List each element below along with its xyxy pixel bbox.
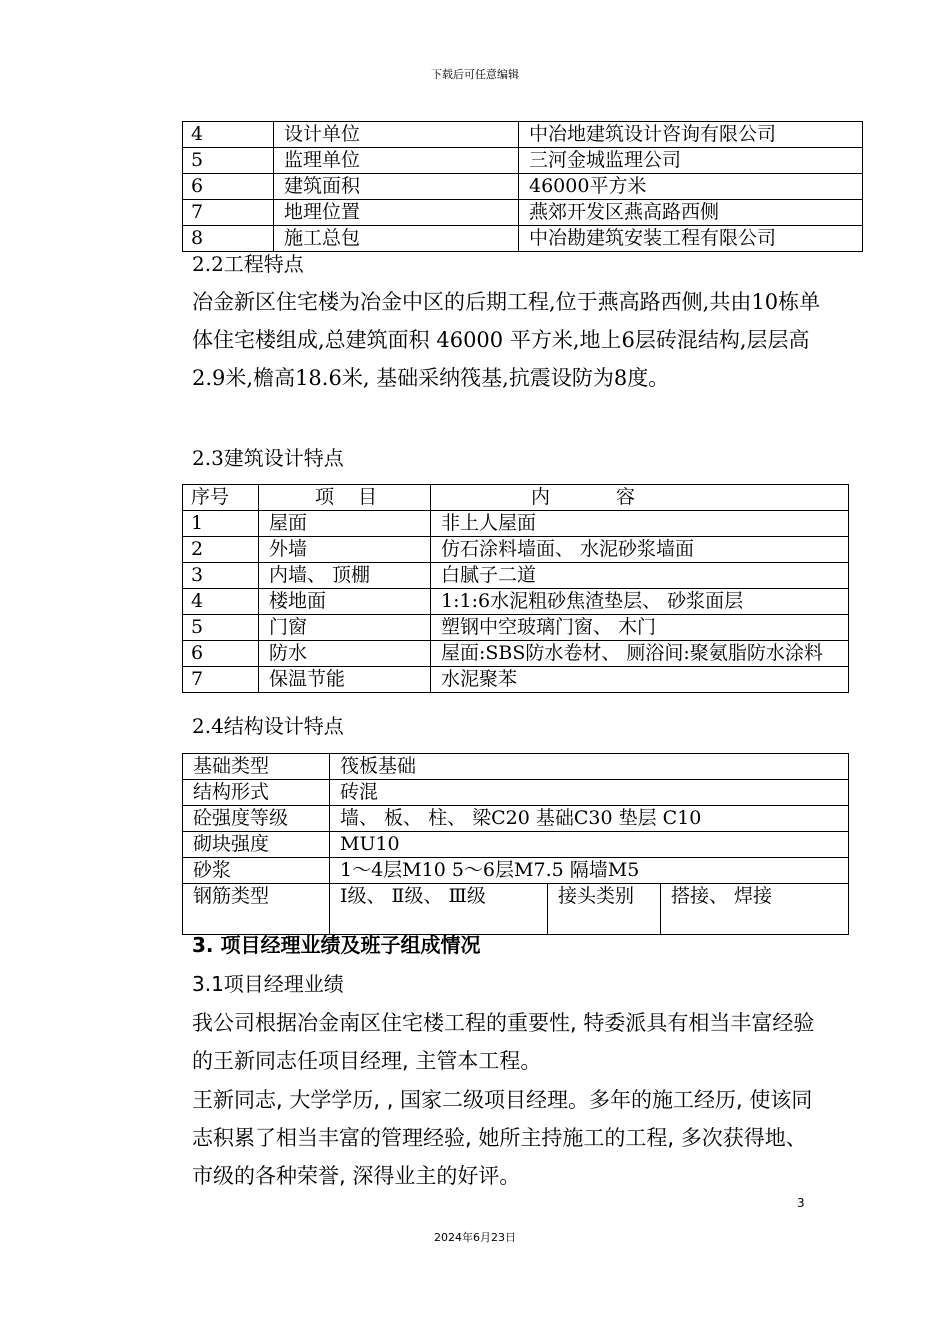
table-cell: 8 [183,226,274,252]
table-cell: 屋面 [259,511,431,537]
table-cell: 5 [183,615,259,641]
table-row [183,667,849,693]
table-cell: 砖混 [330,780,849,806]
table-cell: 水泥聚苯 [431,667,849,693]
table-row [183,780,849,806]
page-header: 下载后可任意编辑 [431,68,519,81]
table-row [183,226,863,252]
table-cell: 监理单位 [274,148,519,174]
table-cell: 三河金城监理公司 [519,148,863,174]
table-cell: 1～4层M10 5～6层M7.5 隔墙M5 [330,858,849,884]
section-heading-2-4: 2.4结构设计特点 [192,714,344,738]
table-cell: 非上人屋面 [431,511,849,537]
table-cell: 砂浆 [183,858,330,884]
table-row [183,832,849,858]
table-cell: 防水 [259,641,431,667]
table-cell: 外墙 [259,537,431,563]
table-row [183,148,863,174]
table-cell: 建筑面积 [274,174,519,200]
table-cell: 仿石涂料墙面、 水泥砂浆墙面 [431,537,849,563]
table-cell: 设计单位 [274,122,519,148]
section-heading-3-1: 3.1项目经理业绩 [192,972,344,996]
paragraph-project-features: 冶金新区住宅楼为冶金中区的后期工程,位于燕高路西侧,共由10栋单体住宅楼组成,总建筑面积 46000 平方米,地上6层砖混结构,层层高2.9米,檐高18.6米, 基础采纳筏基,抗震设防为8度。 [192,290,821,390]
table-cell: 墙、 板、 柱、 梁C20 基础C30 垫层 C10 [330,806,849,832]
table-header-cell: 内 容 [431,485,849,511]
section-heading-2-2: 2.2工程特点 [192,252,304,276]
page-number: 3 [797,1196,805,1210]
table-cell: 接头类别 [548,884,661,935]
table-cell: 地理位置 [274,200,519,226]
table-row [183,200,863,226]
table-row [183,511,849,537]
project-info-table [182,121,863,252]
table-cell: 46000平方米 [519,174,863,200]
table-cell: 6 [183,641,259,667]
table-cell: 砼强度等级 [183,806,330,832]
table-cell: 筏板基础 [330,754,849,780]
table-cell: 7 [183,200,274,226]
table-cell: 1:1:6水泥粗砂焦渣垫层、 砂浆面层 [431,589,849,615]
table-row [183,589,849,615]
paragraph-manager-profile: 王新同志, 大学学历, , 国家二级项目经理。多年的施工经历, 使该同志积累了相当丰富的管理经验, 她所主持施工的工程, 多次获得地、 市级的各种荣誉, 深得业主的好评。 [192,1088,813,1188]
table-cell: 5 [183,148,274,174]
section-heading-2-3: 2.3建筑设计特点 [192,446,344,470]
section-heading-3: 3. 项目经理业绩及班子组成情况 [192,933,481,957]
table-cell: 钢筋类型 [183,884,330,935]
table-row [183,858,849,884]
table-cell: 中冶勘建筑安装工程有限公司 [519,226,863,252]
table-row [183,806,849,832]
table-cell: 4 [183,122,274,148]
table-cell: 搭接、 焊接 [661,884,849,935]
structure-design-table [182,753,849,935]
table-row [183,122,863,148]
table-cell: 1 [183,511,259,537]
table-cell: 2 [183,537,259,563]
table-cell: MU10 [330,832,849,858]
table-cell: 保温节能 [259,667,431,693]
table-cell: 砌块强度 [183,832,330,858]
table-cell: 楼地面 [259,589,431,615]
table-cell: 结构形式 [183,780,330,806]
table-cell: 3 [183,563,259,589]
table-cell: 屋面:SBS防水卷材、 厕浴间:聚氨脂防水涂料 [431,641,849,667]
table-row [183,641,849,667]
table-row [183,884,849,935]
paragraph-manager-assignment: 我公司根据冶金南区住宅楼工程的重要性, 特委派具有相当丰富经验的王新同志任项目经理, 主管本工程。 [192,1011,815,1073]
table-row [183,537,849,563]
table-row [183,754,849,780]
table-cell: 门窗 [259,615,431,641]
table-cell: 6 [183,174,274,200]
table-header-cell: 序号 [183,485,259,511]
table-row [183,563,849,589]
table-cell: 燕郊开发区燕高路西侧 [519,200,863,226]
table-header-cell: 项 目 [259,485,431,511]
table-cell: 施工总包 [274,226,519,252]
table-row [183,615,849,641]
architecture-design-table [182,484,849,693]
table-cell: 4 [183,589,259,615]
table-cell: 白腻子二道 [431,563,849,589]
table-cell: 塑钢中空玻璃门窗、 木门 [431,615,849,641]
table-header-row [183,485,849,511]
table-cell: 中冶地建筑设计咨询有限公司 [519,122,863,148]
table-cell: 7 [183,667,259,693]
table-row [183,174,863,200]
page-footer-date: 2024年6月23日 [434,1231,516,1244]
table-cell: 内墙、 顶棚 [259,563,431,589]
table-cell: 基础类型 [183,754,330,780]
table-cell: Ⅰ级、 Ⅱ级、 Ⅲ级 [330,884,548,935]
